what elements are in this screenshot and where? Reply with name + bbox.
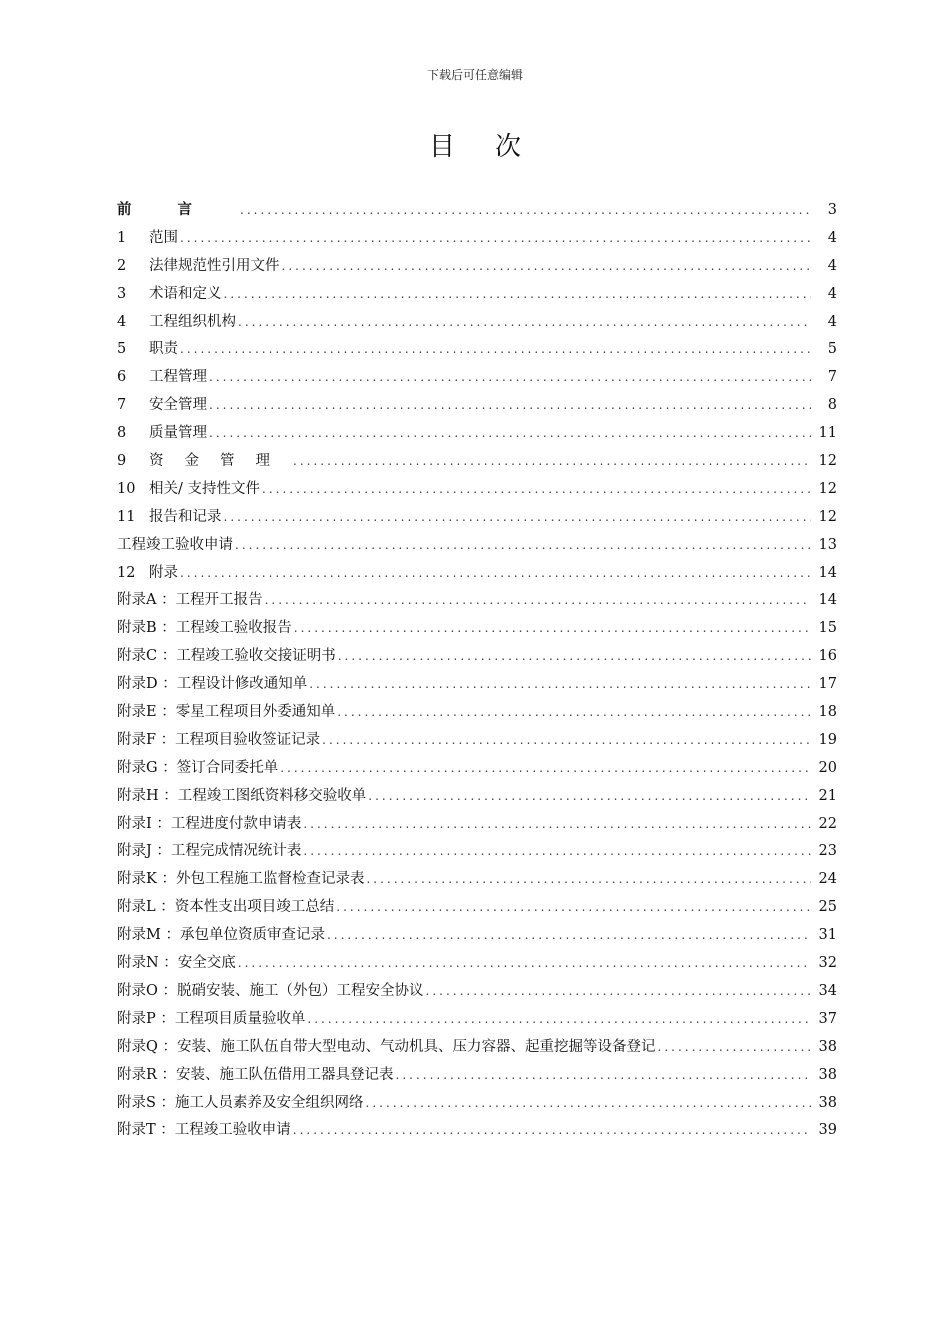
toc-entry-label: 附录B ：工程竣工验收报告 bbox=[117, 620, 292, 637]
toc-entry-page: 32 bbox=[818, 955, 837, 972]
toc-entry[interactable] bbox=[117, 310, 837, 338]
toc-dot-leader bbox=[338, 649, 811, 663]
toc-entry-label: 附录E ：零星工程项目外委通知单 bbox=[117, 704, 336, 721]
toc-entry-page: 38 bbox=[818, 1066, 837, 1083]
toc-dot-leader bbox=[337, 705, 811, 719]
toc-entry-page: 16 bbox=[818, 648, 837, 665]
toc-entry[interactable] bbox=[117, 923, 837, 951]
toc-entry-page: 12 bbox=[818, 508, 837, 525]
toc-entry-label: 附录L ：资本性支出项目竣工总结 bbox=[117, 899, 335, 916]
toc-entry-number: 4 bbox=[117, 313, 127, 330]
toc-entry[interactable] bbox=[117, 616, 837, 644]
toc-dot-leader bbox=[303, 817, 811, 831]
toc-entry-page: 4 bbox=[827, 229, 837, 246]
toc-entry-label: 工程管理 bbox=[149, 369, 207, 386]
toc-entry-number: 1 bbox=[117, 229, 127, 246]
toc-entry-number: 7 bbox=[117, 397, 127, 414]
toc-entry-label: 附录O ：脱硝安装、施工（外包）工程安全协议 bbox=[117, 982, 424, 999]
toc-dot-leader bbox=[180, 231, 811, 245]
toc-entry[interactable] bbox=[117, 393, 837, 421]
toc-dot-leader bbox=[658, 1040, 812, 1054]
toc-dot-leader bbox=[224, 287, 812, 301]
toc-dot-leader bbox=[180, 566, 811, 580]
toc-dot-leader bbox=[303, 844, 811, 858]
toc-dot-leader bbox=[282, 259, 812, 273]
toc-dot-leader bbox=[294, 621, 811, 635]
toc-entry-label: 附录P ：工程项目质量验收单 bbox=[117, 1010, 306, 1027]
toc-dot-leader bbox=[262, 482, 811, 496]
toc-entry-page: 11 bbox=[818, 425, 837, 442]
toc-entry[interactable] bbox=[117, 449, 837, 477]
toc-entry-label: 附录I ：工程进度付款申请表 bbox=[117, 815, 302, 832]
toc-dot-leader bbox=[309, 677, 811, 691]
toc-dot-leader bbox=[240, 203, 811, 217]
toc-entry-number: 5 bbox=[117, 341, 127, 358]
toc-dot-leader bbox=[293, 454, 811, 468]
toc-entry[interactable] bbox=[117, 421, 837, 449]
toc-entry-label: 范围 bbox=[149, 229, 178, 246]
toc-entry-page: 39 bbox=[818, 1122, 837, 1139]
toc-entry[interactable] bbox=[117, 282, 837, 310]
toc-entry-page: 4 bbox=[827, 313, 837, 330]
toc-dot-leader bbox=[293, 1123, 811, 1137]
toc-dot-leader bbox=[327, 928, 811, 942]
toc-entry[interactable] bbox=[117, 979, 837, 1007]
toc-entry-label: 附录J ：工程完成情况统计表 bbox=[117, 843, 302, 860]
toc-dot-leader bbox=[180, 342, 811, 356]
toc-dot-leader bbox=[209, 370, 811, 384]
toc-entry[interactable] bbox=[117, 672, 837, 700]
toc-entry[interactable] bbox=[117, 1118, 837, 1146]
toc-dot-leader bbox=[280, 761, 811, 775]
toc-entry[interactable] bbox=[117, 505, 837, 533]
toc-dot-leader bbox=[238, 315, 811, 329]
toc-dot-leader bbox=[224, 510, 812, 524]
toc-entry-page: 23 bbox=[818, 843, 837, 860]
toc-entry-label: 附录D ：工程设计修改通知单 bbox=[117, 676, 308, 693]
toc-entry-label: 附录F ：工程项目验收签证记录 bbox=[117, 731, 321, 748]
toc-entry[interactable] bbox=[117, 700, 837, 728]
toc-entry-page: 24 bbox=[818, 871, 837, 888]
toc-entry[interactable] bbox=[117, 1007, 837, 1035]
toc-entry[interactable] bbox=[117, 951, 837, 979]
toc-entry-number: 12 bbox=[117, 564, 136, 581]
toc-entry-page: 38 bbox=[818, 1038, 837, 1055]
toc-entry[interactable] bbox=[117, 1063, 837, 1091]
toc-entry-label: 安全管理 bbox=[149, 397, 207, 414]
toc-dot-leader bbox=[366, 1096, 811, 1110]
toc-entry-page: 37 bbox=[818, 1010, 837, 1027]
toc-entry-page: 5 bbox=[827, 341, 837, 358]
toc-entry-label: 报告和记录 bbox=[149, 508, 222, 525]
toc-entry-number: 11 bbox=[117, 508, 136, 525]
toc-entry-label: 附录M ：承包单位资质审查记录 bbox=[117, 927, 325, 944]
toc-entry[interactable] bbox=[117, 728, 837, 756]
toc-entry-page: 21 bbox=[818, 787, 837, 804]
toc-entry-label: 附录S ：施工人员素养及安全组织网络 bbox=[117, 1094, 364, 1111]
toc-entry-number: 10 bbox=[117, 480, 136, 497]
toc-entry-number: 9 bbox=[117, 453, 127, 470]
toc-entry[interactable] bbox=[117, 839, 837, 867]
header-note: 下载后可任意编辑 bbox=[426, 68, 523, 82]
toc-dot-leader bbox=[209, 398, 811, 412]
toc-dot-leader bbox=[235, 538, 811, 552]
toc-entry-label: 附录A ：工程开工报告 bbox=[117, 592, 263, 609]
toc-entry[interactable] bbox=[117, 756, 837, 784]
toc-entry-label: 附录T ：工程竣工验收申请 bbox=[117, 1122, 291, 1139]
toc-entry-label: 质量管理 bbox=[149, 425, 207, 442]
toc-dot-leader bbox=[307, 1012, 811, 1026]
toc-entry-label: 工程竣工验收申请 bbox=[117, 536, 233, 553]
toc-dot-leader bbox=[322, 733, 811, 747]
toc-entry-page: 12 bbox=[818, 453, 837, 470]
toc-entry-label: 附录G ：签订合同委托单 bbox=[117, 759, 279, 776]
toc-entry-label: 法律规范性引用文件 bbox=[149, 257, 280, 274]
toc-entry[interactable] bbox=[117, 561, 837, 589]
toc-entry[interactable] bbox=[117, 198, 837, 226]
toc-dot-leader bbox=[336, 900, 811, 914]
toc-entry-label: 附录H ：工程竣工图纸资料移交验收单 bbox=[117, 787, 367, 804]
toc-entry-page: 8 bbox=[827, 397, 837, 414]
toc-entry[interactable] bbox=[117, 1035, 837, 1063]
toc-entry-page: 19 bbox=[818, 731, 837, 748]
toc-entry[interactable] bbox=[117, 1091, 837, 1119]
toc-dot-leader bbox=[396, 1068, 811, 1082]
toc-entry-page: 15 bbox=[818, 620, 837, 637]
toc-entry-page: 22 bbox=[818, 815, 837, 832]
toc-entry-label: 附录Q ：安装、施工队伍自带大型电动、气动机具、压力容器、起重挖掘等设备登记 bbox=[117, 1038, 656, 1055]
toc-entry-label: 前言 bbox=[117, 201, 238, 218]
toc-dot-leader bbox=[209, 426, 811, 440]
toc-entry-page: 3 bbox=[827, 202, 837, 218]
toc-entry-label: 职责 bbox=[149, 341, 178, 358]
toc-entry-label: 工程组织机构 bbox=[149, 313, 236, 330]
toc-entry-label: 附录 bbox=[149, 564, 178, 581]
toc-dot-leader bbox=[426, 984, 812, 998]
toc-entry-page: 20 bbox=[818, 759, 837, 776]
toc-entry-page: 25 bbox=[818, 899, 837, 916]
toc-entry-page: 34 bbox=[818, 982, 837, 999]
toc-entry[interactable] bbox=[117, 477, 837, 505]
toc-entry-page: 38 bbox=[818, 1094, 837, 1111]
toc-entry-page: 7 bbox=[827, 369, 837, 386]
table-of-contents bbox=[117, 198, 837, 1146]
toc-entry-number: 8 bbox=[117, 425, 127, 442]
toc-entry-label: 附录R ：安装、施工队伍借用工器具登记表 bbox=[117, 1066, 394, 1083]
toc-dot-leader bbox=[238, 956, 811, 970]
toc-entry[interactable] bbox=[117, 337, 837, 365]
toc-entry[interactable] bbox=[117, 254, 837, 282]
toc-entry-page: 12 bbox=[818, 480, 837, 497]
toc-entry-label: 资金管理 bbox=[149, 453, 291, 470]
toc-entry-number: 3 bbox=[117, 285, 127, 302]
toc-entry-number: 2 bbox=[117, 257, 127, 274]
toc-entry-page: 18 bbox=[818, 704, 837, 721]
toc-entry-page: 31 bbox=[818, 927, 837, 944]
toc-entry[interactable] bbox=[117, 784, 837, 812]
toc-entry-label: 附录N ：安全交底 bbox=[117, 955, 236, 972]
toc-entry-page: 13 bbox=[818, 536, 837, 553]
toc-dot-leader bbox=[368, 789, 811, 803]
toc-title: 目次 bbox=[428, 132, 561, 162]
toc-entry[interactable] bbox=[117, 895, 837, 923]
toc-entry-label: 术语和定义 bbox=[149, 285, 222, 302]
toc-dot-leader bbox=[265, 593, 811, 607]
toc-entry-label: 相关/ 支持性文件 bbox=[149, 480, 260, 497]
toc-entry[interactable] bbox=[117, 644, 837, 672]
toc-entry[interactable] bbox=[117, 588, 837, 616]
toc-entry-page: 14 bbox=[818, 592, 837, 609]
toc-dot-leader bbox=[366, 872, 811, 886]
toc-entry-page: 14 bbox=[818, 564, 837, 581]
toc-entry-number: 6 bbox=[117, 369, 127, 386]
toc-entry-label: 附录K ：外包工程施工监督检查记录表 bbox=[117, 871, 365, 888]
toc-entry[interactable] bbox=[117, 365, 837, 393]
toc-entry[interactable] bbox=[117, 533, 837, 561]
toc-entry-label: 附录C ：工程竣工验收交接证明书 bbox=[117, 648, 336, 665]
toc-entry-page: 17 bbox=[818, 676, 837, 693]
toc-entry-page: 4 bbox=[827, 257, 837, 274]
toc-entry[interactable] bbox=[117, 226, 837, 254]
toc-entry[interactable] bbox=[117, 867, 837, 895]
toc-entry[interactable] bbox=[117, 812, 837, 840]
toc-entry-page: 4 bbox=[827, 285, 837, 302]
